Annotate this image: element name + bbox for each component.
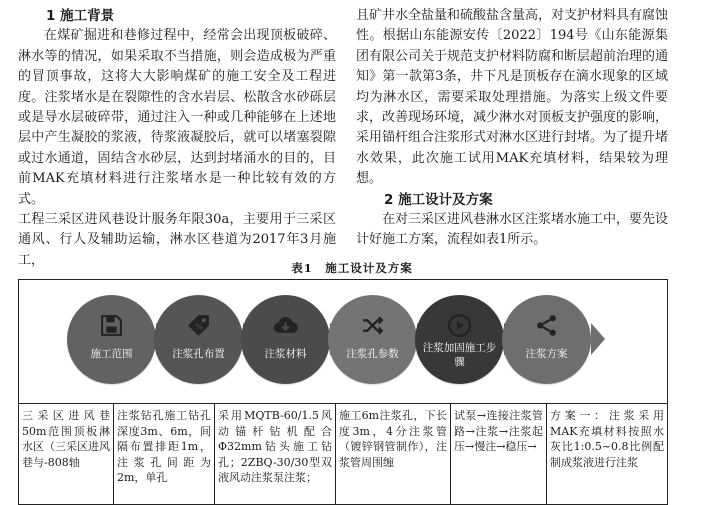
cell-plan: 方案一：注浆采用MAK充填材料按照水灰比1:0.5~0.8比例配制成浆液进行注浆 <box>550 409 664 469</box>
cell-hole-params: 施工6m注浆孔，下长度3m，4分注浆管（镀锌钢管制作），注浆管周围缠 <box>336 404 451 505</box>
arrow-tip <box>591 323 605 355</box>
step-label: 施工范围 <box>90 348 133 360</box>
cell-scope: 三采区进风巷50m范围顶板淋水区（三采区进风巷与-808轴 <box>19 404 114 505</box>
step-scope <box>67 295 156 384</box>
process-flow <box>19 280 667 403</box>
section-heading-background: 1 施工背景 <box>46 8 115 24</box>
svg-text:%: % <box>195 321 204 332</box>
background-paragraph: 在煤矿掘进和巷修过程中，经常会出现顶板破碎、淋水等的情况，如果采取不当措施，则会造成极为严重的冒顶事故，这将大大影响煤矿的施工安全及工程进度。注浆堵水是在裂隙性的含水岩层、松散含水砂砾层或是导水层破碎带，通过注入一种或几种能够在上述地层中产生凝胶的浆液，待浆液凝胶后，就可以堵塞裂隙或过水通道，固结含水砂层，达到封堵涌水的目的，目前MAK充填材料进行注浆堵水是一种比较有效的方式。 <box>18 28 336 207</box>
percent-tag-icon <box>186 313 211 338</box>
table-caption: 表1 施工设计及方案 <box>291 261 413 275</box>
step-label: 注浆孔参数 <box>346 348 399 360</box>
cell-procedure: 试泵→连接注浆管路→注浆→注浆起压→慢注→稳压→ <box>451 404 547 505</box>
cell-hole-layout: 注浆钻孔施工钻孔深度3m、6m，间隔布置排距1m，注浆孔间距为2m，单孔 <box>114 404 215 505</box>
step-material <box>241 295 330 384</box>
left-column <box>18 6 336 271</box>
cell-material: 采用MQTB-60/1.5风动锚杆钻机配合Φ32mm钻头施工钻孔；2ZBQ-30/30型双液风动注浆泵注浆； <box>215 404 336 505</box>
section-heading-design: 2 施工设计及方案 <box>384 191 493 208</box>
step-procedure <box>415 295 504 384</box>
save-icon <box>99 313 124 338</box>
right-column <box>356 6 668 251</box>
step-label: 注浆孔布置 <box>172 348 225 360</box>
step-plan <box>502 295 591 384</box>
shuffle-icon <box>360 313 385 338</box>
step-label: 注浆加固施工步骤 <box>422 342 497 368</box>
table-row <box>19 403 667 505</box>
play-circle-icon <box>447 313 472 338</box>
cloud-download-icon <box>273 313 298 338</box>
step-label: 注浆方案 <box>525 348 568 360</box>
step-label: 注浆材料 <box>264 348 307 360</box>
step-hole-layout <box>154 295 243 384</box>
continuation-paragraph: 且矿井水全盐量和硫酸盐含量高，对支护材料具有腐蚀性。根据山东能源安传〔2022〕194号《山东能源集团有限公司关于规范支护材料防腐和断层超前治理的通知》第一款第3条，井下凡是顶板存在滴水现象的区域均为淋水区，需要采取处理措施。为落实上级文件要求，改善现场环境，减少淋水对顶板支护强度的影响，采用锚杆组合注浆形式对淋水区进行封堵。为了提升堵水效果，此次施工试用MAK充填材料，结果较为理想。 <box>356 8 669 187</box>
step-hole-params <box>328 295 417 384</box>
design-paragraph: 在对三采区进风巷淋水区注浆堵水施工中，要先设计好施工方案，流程如表1所示。 <box>356 212 669 248</box>
share-icon <box>534 313 559 338</box>
design-table <box>18 279 668 505</box>
project-paragraph: 工程三采区进风巷设计服务年限30a，主要用于三采区通风、行人及辅助运输，淋水区巷道为2017年3月施工， <box>18 212 336 268</box>
